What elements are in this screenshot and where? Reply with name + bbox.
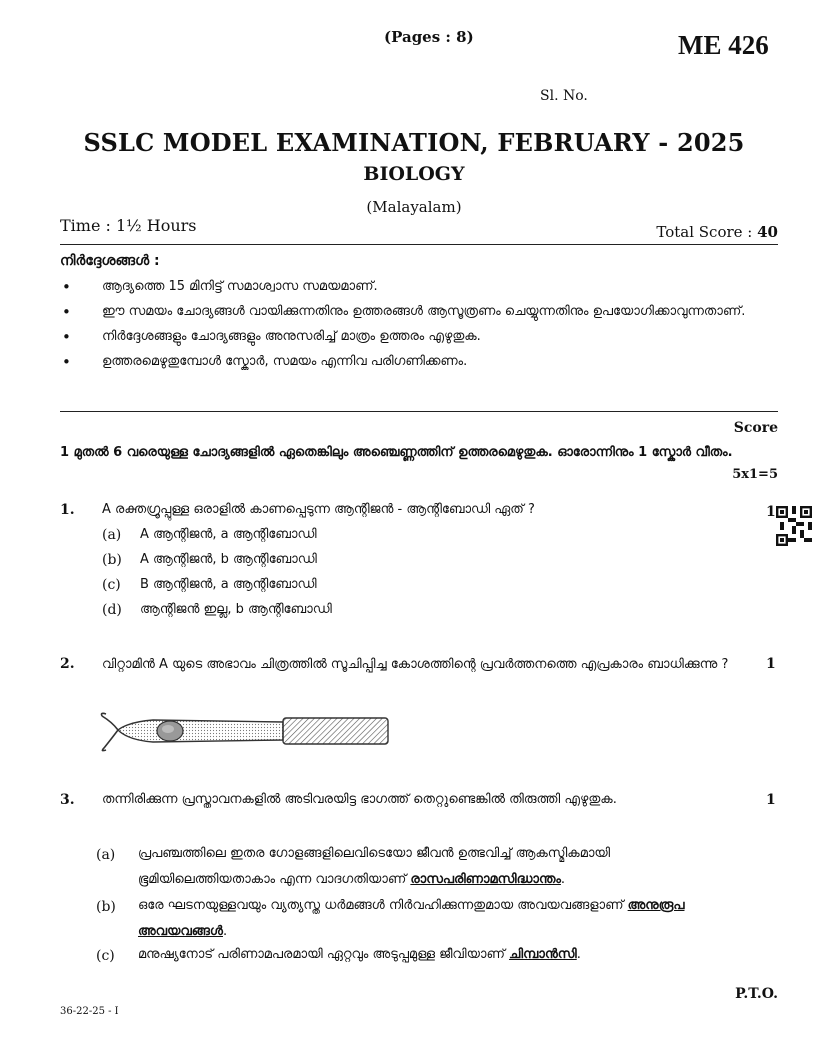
option-statement: പ്രപഞ്ചത്തിലെ ഇതര ഗോളങ്ങളിലെവിടെയോ ജീവൻ ഉത്ഭവിച്ച് ആകസ്മികമായി ഭൂമിയിലെത്തിയതാകാം എന്ന വാദഗതിയാണ്	[138, 846, 611, 887]
total-score-value: 40	[757, 223, 778, 241]
question-mark: 1	[766, 792, 776, 808]
option-label: (c)	[96, 948, 115, 964]
option-text: A ആന്റിജൻ, b ആന്റിബോഡി	[140, 552, 317, 567]
serial-number-label: Sl. No.	[540, 88, 588, 104]
paper-code: ME 426	[678, 30, 769, 60]
option-text: A ആന്റിജൻ, a ആന്റിബോഡി	[140, 527, 317, 542]
option-statement: ഒരേ ഘടനയുള്ളവയും വ്യത്യസ്ത ധർമങ്ങൾ നിർവഹിക്കുന്നതുമായ അവയവങ്ങളാണ്	[138, 898, 628, 913]
section-instruction: 1 മുതൽ 6 വരെയുള്ള ചോദ്യങ്ങളിൽ ഏതെങ്കിലും അഞ്ചെണ്ണത്തിന് ഉത്തരമെഴുതുക. ഓരോന്നിനും 1 സ്കോർ വീതം.	[60, 445, 733, 460]
question-text: വിറ്റാമിൻ A യുടെ അഭാവം ചിത്രത്തിൽ സൂചിപ്പിച്ച കോശത്തിന്റെ പ്രവർത്തനത്തെ എപ്രകാരം ബാധിക്കുന്നു ?	[102, 657, 729, 672]
instructions-list	[60, 276, 780, 376]
option-tail: .	[560, 872, 566, 887]
rod-cell-illustration	[98, 708, 398, 756]
underlined-term: ചിമ്പാൻസി	[509, 947, 577, 962]
question-mark: 1	[766, 504, 776, 520]
please-turn-over: P.T.O.	[735, 986, 778, 1002]
option-tail: .	[222, 924, 228, 939]
question-number: 1.	[60, 502, 75, 518]
footer-code: 36-22-25 - I	[60, 1006, 119, 1017]
question-text: A രക്തഗ്രൂപ്പുള്ള ഒരാളിൽ കാണപ്പെടുന്ന ആന്റിജൻ - ആന്റിബോഡി ഏത് ?	[102, 502, 535, 517]
option-tail: .	[576, 947, 581, 962]
question-number: 3.	[60, 792, 75, 808]
option-text	[138, 841, 738, 893]
option-text	[138, 893, 738, 945]
underlined-term: അനുരൂപ അവയവങ്ങൾ	[138, 898, 685, 939]
header-divider	[60, 244, 778, 245]
pages-count: (Pages : 8)	[384, 28, 474, 46]
subject-title: BIOLOGY	[363, 163, 465, 185]
qr-code-icon	[776, 506, 812, 546]
time-allowed: Time : 1½ Hours	[60, 216, 197, 235]
section-marks: 5x1=5	[732, 467, 778, 482]
option-label: (b)	[96, 899, 116, 915]
option-label: (a)	[102, 527, 122, 543]
language-label: (Malayalam)	[366, 198, 462, 216]
underlined-term: രാസപരിണാമസിദ്ധാന്തം	[410, 872, 561, 887]
option-text: B ആന്റിജൻ, a ആന്റിബോഡി	[140, 577, 317, 592]
option-label: (c)	[102, 577, 121, 593]
option-text: ആന്റിജൻ ഇല്ല, b ആന്റിബോഡി	[140, 602, 332, 617]
total-score-label: Total Score :	[656, 223, 758, 241]
option-label: (a)	[96, 847, 116, 863]
instructions-divider	[60, 411, 778, 412]
instruction-item: • ഈ സമയം ചോദ്യങ്ങൾ വായിക്കുന്നതിനും ഉത്തരങ്ങൾ ആസൂത്രണം ചെയ്യുന്നതിനും ഉപയോഗിക്കാവുന്നതാണ്.	[60, 301, 780, 323]
score-column-heading: Score	[733, 420, 778, 436]
exam-title: SSLC MODEL EXAMINATION, FEBRUARY - 2025	[83, 128, 745, 157]
total-score	[656, 223, 778, 241]
instructions-heading: നിർദ്ദേശങ്ങൾ :	[60, 253, 160, 269]
option-statement: മനുഷ്യനോട് പരിണാമപരമായി ഏറ്റവും അടുപ്പമുള്ള ജീവിയാണ്	[138, 947, 510, 962]
question-number: 2.	[60, 656, 75, 672]
question-text: തന്നിരിക്കുന്ന പ്രസ്താവനകളിൽ അടിവരയിട്ട ഭാഗത്ത് തെറ്റുണ്ടെങ്കിൽ തിരുത്തി എഴുതുക.	[102, 792, 617, 807]
instruction-item: • ഉത്തരമെഴുതുമ്പോൾ സ്കോർ, സമയം എന്നിവ പരിഗണിക്കണം.	[60, 351, 780, 373]
option-label: (d)	[102, 602, 122, 618]
instruction-item: • നിർദ്ദേശങ്ങളും ചോദ്യങ്ങളും അനുസരിച്ച് മാത്രം ഉത്തരം എഴുതുക.	[60, 326, 780, 348]
instruction-item: • ആദ്യത്തെ 15 മിനിട്ട് സമാശ്വാസ സമയമാണ്.	[60, 276, 780, 298]
option-text	[138, 942, 738, 968]
option-label: (b)	[102, 552, 122, 568]
question-mark: 1	[766, 656, 776, 672]
